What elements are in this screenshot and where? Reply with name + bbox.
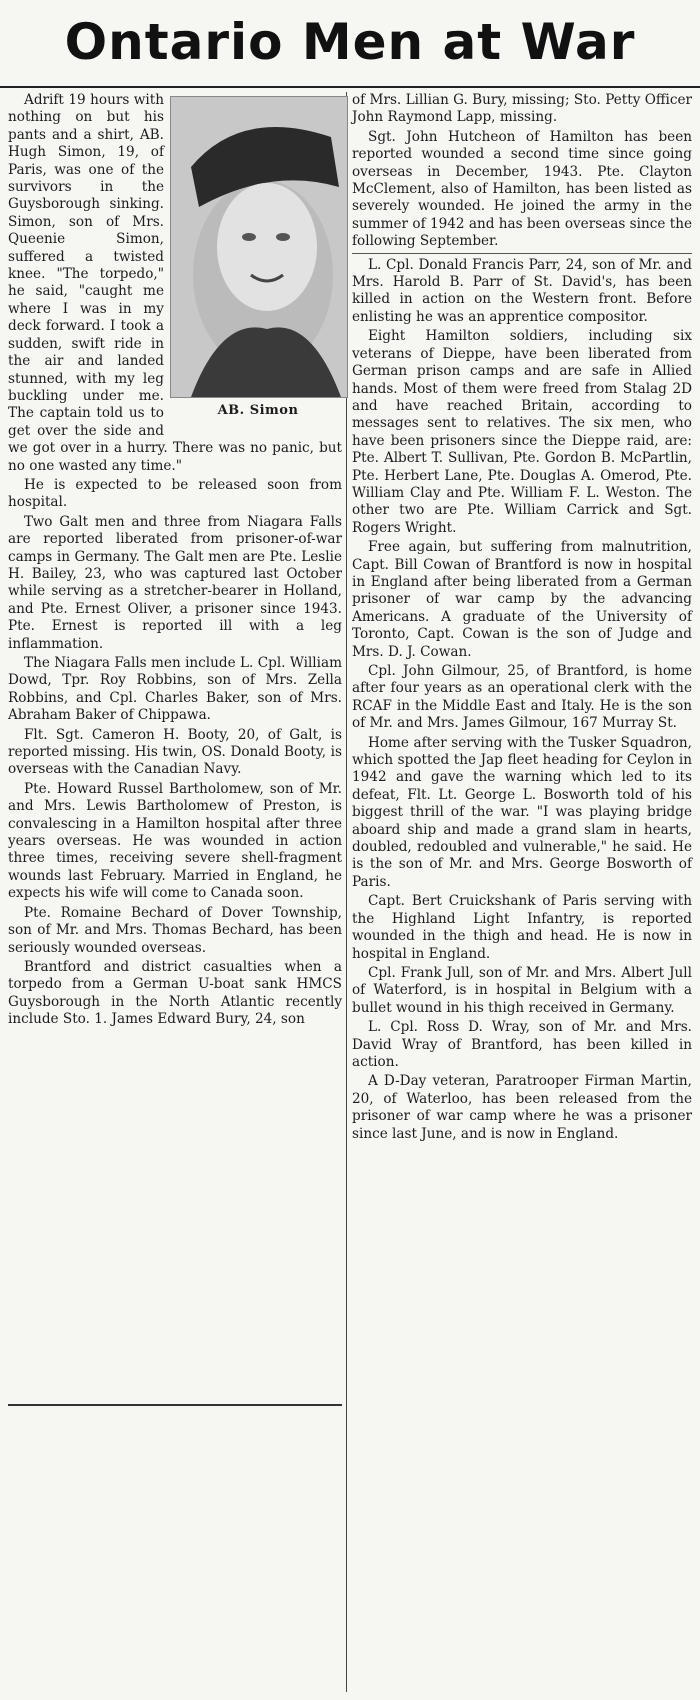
article-paragraph: Pte. Romaine Bechard of Dover Township, son of Mr. and Mrs. Thomas Bechard, has been seriously wounded overseas. [8, 904, 342, 956]
headline-rule [0, 86, 700, 88]
article-paragraph: L. Cpl. Donald Francis Parr, 24, son of Mr. and Mrs. Harold B. Parr of St. David's, has been killed in action on the Western front. Before enlisting he was an apprentice compositor. [352, 256, 692, 325]
article-paragraph: Eight Hamilton soldiers, including six veterans of Dieppe, have been liberated from German prison camps and are safe in Allied hands. Most of them were freed from Stalag 2D and have reached Britain, according to messages sent to relatives. The six men, who have been prisoners since the Dieppe raid, are: Pte. Albert T. Sullivan, Pte. Gordon B. McPartlin, Pte. Herbert Lane, Pte. Douglas A. Omerod, Pte. William Clay and Pte. William F. L. Weston. The other two are Pte. William Carrick and Sgt. Rogers Wright. [352, 328, 692, 536]
article-paragraph: L. Cpl. Ross D. Wray, son of Mr. and Mrs. David Wray of Brantford, has been killed in action. [352, 1019, 692, 1070]
article-paragraph: Two Galt men and three from Niagara Falls are reported liberated from prisoner-of-war camps in Germany. The Galt men are Pte. Leslie H. Bailey, 23, who was captured last October while serving as a stretcher-bearer in Holland, and Pte. Ernest Oliver, a prisoner since 1943. Pte. Ernest is reported ill with a leg inflammation. [8, 513, 342, 652]
right-column [352, 92, 692, 1145]
article-paragraph: Flt. Sgt. Cameron H. Booty, 20, of Galt, is reported missing. His twin, OS. Donald Booty, is overseas with the Canadian Navy. [8, 726, 342, 778]
section-rule [352, 253, 692, 254]
article-paragraph: Sgt. John Hutcheon of Hamilton has been reported wounded a second time since going overseas in December, 1943. Pte. Clayton McClement, also of Hamilton, has been listed as severely wounded. He joined the army in the summer of 1942 and has been overseas since the following September. [352, 128, 692, 250]
portrait-photo [170, 96, 348, 398]
left-column-end-rule [8, 1404, 342, 1406]
article-paragraph: Pte. Howard Russel Bartholomew, son of Mr. and Mrs. Lewis Bartholomew of Preston, is convalescing in a Hamilton hospital after three years overseas. He was wounded in action three times, receiving severe shell-fragment wounds last February. Married in England, he expects his wife will come to Canada soon. [8, 780, 342, 902]
article-paragraph: Free again, but suffering from malnutrition, Capt. Bill Cowan of Brantford is now in hospital in England after being liberated from a German prisoner of war camp by the advancing Americans. A graduate of the University of Toronto, Capt. Cowan is the son of Judge and Mrs. D. J. Cowan. [352, 539, 692, 660]
article-paragraph: Adrift 19 hours with nothing on but his pants and a shirt, AB. Hugh Simon, 19, of Paris, was one of the survivors in the Guysborough sinking. Simon, son of Mrs. Queenie Simon, suffered a twisted knee. "The torpedo," he said, "caught me where I was in my deck forward. I took a sudden, swift ride in the air and landed stunned, with my leg buckling under me. The captain told us to get over the side and we got over in a hurry. There was no panic, but no one wasted any time." [8, 92, 342, 474]
headline: Ontario Men at War [64, 13, 636, 71]
sailor-portrait-image [171, 97, 347, 397]
article-paragraph: Cpl. John Gilmour, 25, of Brantford, is home after four years as an operational clerk with the RCAF in the Middle East and Italy. He is the son of Mr. and Mrs. James Gilmour, 167 Murray St. [352, 663, 692, 732]
article-paragraph: He is expected to be released soon from hospital. [8, 476, 342, 511]
article-paragraph: Home after serving with the Tusker Squadron, which spotted the Jap fleet heading for Ceylon in 1942 and gave the warning which led to its defeat, Flt. Lt. George L. Bosworth told of his biggest thrill of the war. "I was playing bridge aboard ship and made a grand slam in hearts, doubled, redoubled and vulnerable," he said. He is the son of Mr. and Mrs. George Bosworth of Paris. [352, 734, 692, 890]
article-paragraph: A D-Day veteran, Paratrooper Firman Martin, 20, of Waterloo, has been released from the prisoner of war camp where he was a prisoner since last June, and is now in England. [352, 1073, 692, 1142]
article-paragraph: The Niagara Falls men include L. Cpl. William Dowd, Tpr. Roy Robbins, son of Mrs. Zella Robbins, and Cpl. Charles Baker, son of Mrs. Abraham Baker of Chippawa. [8, 655, 342, 724]
article-paragraph: of Mrs. Lillian G. Bury, missing; Sto. Petty Officer John Raymond Lapp, missing. [352, 92, 693, 126]
left-column [8, 92, 342, 1031]
article-paragraph: Brantford and district casualties when a torpedo from a German U-boat sank HMCS Guysborough in the North Atlantic recently include Sto. 1. James Edward Bury, 24, son [8, 958, 342, 1028]
article-paragraph: Capt. Bert Cruickshank of Paris serving with the Highland Light Infantry, is reported wounded in the thigh and head. He is now in hospital in England. [352, 893, 692, 962]
photo-caption: AB. Simon [217, 403, 299, 418]
article-paragraph: Cpl. Frank Jull, son of Mr. and Mrs. Albert Jull of Waterford, is in hospital in Belgium with a bullet wound in his thigh received in Germany. [352, 964, 692, 1016]
portrait-figure [170, 96, 346, 419]
